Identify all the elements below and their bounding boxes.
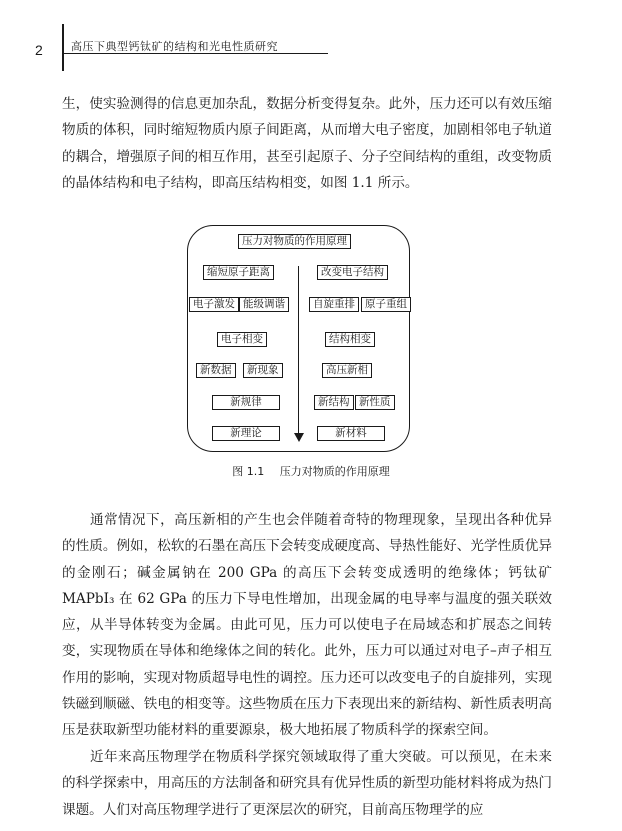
down-arrow-head-icon — [294, 433, 304, 442]
box-spin-rearrange: 自旋重排 — [309, 297, 359, 312]
figure-caption — [0, 463, 622, 479]
page-number: 2 — [35, 42, 43, 58]
box-new-property: 新性质 — [355, 395, 395, 410]
box-shorten-distance: 缩短原子距离 — [203, 265, 274, 280]
running-title: 高压下典型钙钛矿的结构和光电性质研究 — [71, 40, 278, 53]
header-vertical-rule — [62, 24, 64, 71]
box-new-material: 新材料 — [317, 426, 385, 441]
box-change-electronic-structure: 改变电子结构 — [317, 265, 388, 280]
box-electron-excitation: 电子激发 — [189, 297, 239, 312]
box-new-phenomenon: 新现象 — [243, 363, 283, 378]
box-atom-reorganize: 原子重组 — [361, 297, 411, 312]
paragraph-1: 生，使实验测得的信息更加杂乱，数据分析变得复杂。此外，压力还可以有效压缩物质的体积，同时缩短物质内原子间距离，从而增大电子密度，加剧相邻电子轨道的耦合，增强原子间的相互作用，甚至引起原子、分子空间结构的重组，改变物质的晶体结构和电子结构，即高压结构相变，如图 1.1 所示。 — [62, 96, 552, 191]
diagram-title-box: 压力对物质的作用原理 — [238, 234, 351, 249]
figure-caption-text: 压力对物质的作用原理 — [279, 465, 390, 478]
box-structural-phase-transition: 结构相变 — [325, 332, 375, 347]
paragraph-3: 近年来高压物理学在物质科学探究领域取得了重大突破。可以预见，在未来的科学探索中，用高压的方法制备和研究具有优异性质的新型功能材料将成为热门课题。人们对高压物理学进行了更深层次的研究，目前高压物理学的应 — [62, 749, 552, 818]
figure-label: 图 1.1 — [232, 465, 265, 478]
down-arrow-shaft — [298, 266, 299, 436]
box-new-theory: 新理论 — [212, 426, 280, 441]
box-electronic-phase-transition: 电子相变 — [217, 332, 267, 347]
box-new-data: 新数据 — [196, 363, 236, 378]
box-high-pressure-new-phase: 高压新相 — [322, 363, 372, 378]
header-horizontal-rule — [63, 53, 328, 54]
box-new-law: 新规律 — [212, 395, 280, 410]
paragraph-2: 通常情况下，高压新相的产生也会伴随着奇特的物理现象，呈现出各种优异的性质。例如，松软的石墨在高压下会转变成硬度高、导热性能好、光学性质优异的金刚石；碱金属钠在 200 GPa 的高压下会转变成透明的绝缘体；钙钛矿 MAPbI₃ 在 62 GPa 的压力下导电性增加，出现金属的电导率与温度的强关联效应，从半导体转变为金属。由此可见，压力可以使电子在局域态和扩展态之间转变，实现物质在导体和绝缘体之间的转化。此外，压力可以通过对电子–声子相互作用的影响，实现对物质超导电性的调控。压力还可以改变电子的自旋排列，实现铁磁到顺磁、铁电的相变等。这些物质在压力下表现出来的新结构、新性质表明高压是获取新型功能材料的重要源泉，极大地拓展了物质科学的探索空间。 — [62, 512, 552, 739]
pressure-principle-diagram — [187, 225, 410, 452]
box-new-structure: 新结构 — [314, 395, 354, 410]
box-level-tuning: 能级调谐 — [239, 297, 289, 312]
